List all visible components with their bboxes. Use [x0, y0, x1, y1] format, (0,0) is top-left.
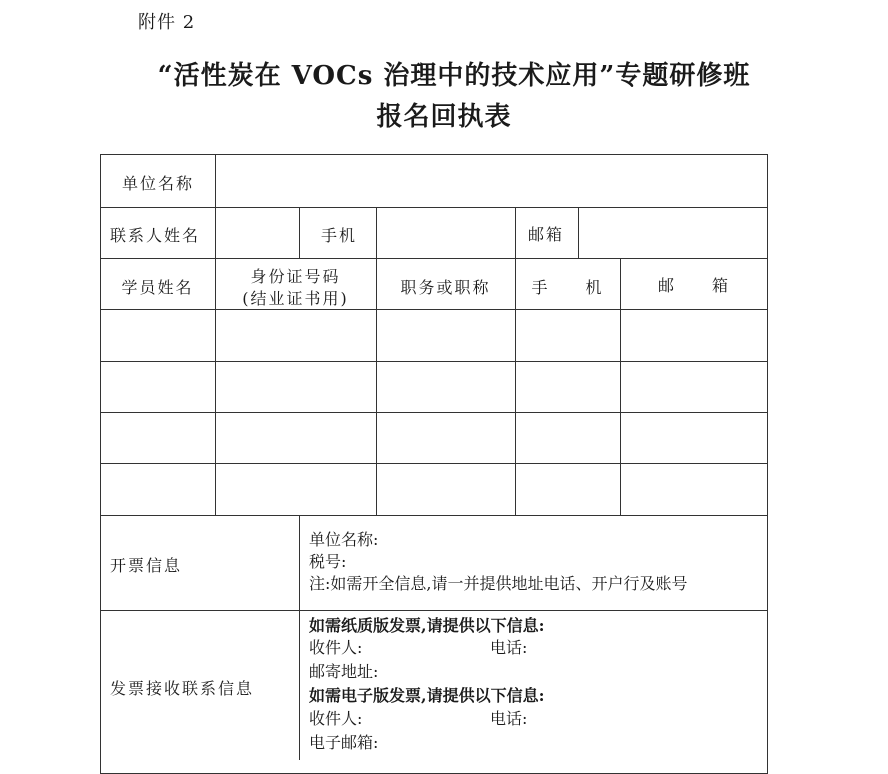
contact-email-label: 邮箱 — [528, 225, 565, 244]
header-phone: 手 机 — [531, 278, 604, 297]
student-row[interactable] — [101, 362, 767, 411]
contact-name-label: 联系人姓名 — [110, 226, 201, 245]
electronic-invoice-title: 如需电子版发票,请提供以下信息: — [309, 686, 545, 705]
unit-name-field[interactable] — [218, 157, 766, 205]
attachment-label: 附件 2 — [138, 12, 196, 33]
student-row[interactable] — [101, 310, 767, 360]
invoice-tax-line: 税号: — [309, 552, 347, 571]
contact-phone-label: 手机 — [321, 226, 358, 245]
invoice-info-label: 开票信息 — [110, 556, 183, 575]
contact-name-field[interactable] — [218, 210, 297, 256]
header-email: 邮 箱 — [657, 276, 730, 295]
contact-email-field[interactable] — [581, 210, 766, 256]
student-row[interactable] — [101, 464, 767, 514]
row-divider — [100, 258, 768, 259]
mailing-address-label: 邮寄地址: — [309, 662, 379, 681]
col-divider — [299, 207, 300, 258]
col-divider — [578, 207, 579, 258]
document-subtitle: 报名回执表 — [376, 102, 512, 132]
electronic-recipient-label: 收件人: — [309, 709, 363, 728]
header-position: 职务或职称 — [400, 278, 491, 297]
electronic-phone-label: 电话: — [490, 709, 528, 728]
paper-invoice-title: 如需纸质版发票,请提供以下信息: — [309, 616, 545, 635]
student-row[interactable] — [101, 413, 767, 462]
document-title: “活性炭在 VOCs 治理中的技术应用”专题研修班 — [157, 61, 751, 91]
row-divider — [100, 515, 768, 516]
header-student-name: 学员姓名 — [121, 278, 194, 297]
header-id-number-note: (结业证书用) — [242, 289, 349, 308]
paper-phone-label: 电话: — [490, 638, 528, 657]
row-divider — [100, 610, 768, 611]
invoice-unit-line: 单位名称: — [309, 530, 379, 549]
unit-name-label: 单位名称 — [122, 174, 195, 193]
col-divider — [299, 515, 300, 760]
contact-phone-field[interactable] — [379, 210, 513, 256]
row-divider — [100, 207, 768, 208]
invoice-note-line: 注:如需开全信息,请一并提供地址电话、开户行及账号 — [309, 574, 688, 593]
delivery-info-label: 发票接收联系信息 — [110, 679, 255, 698]
paper-recipient-label: 收件人: — [309, 638, 363, 657]
header-id-number: 身份证号码 — [250, 267, 341, 286]
electronic-email-label: 电子邮箱: — [309, 733, 379, 752]
